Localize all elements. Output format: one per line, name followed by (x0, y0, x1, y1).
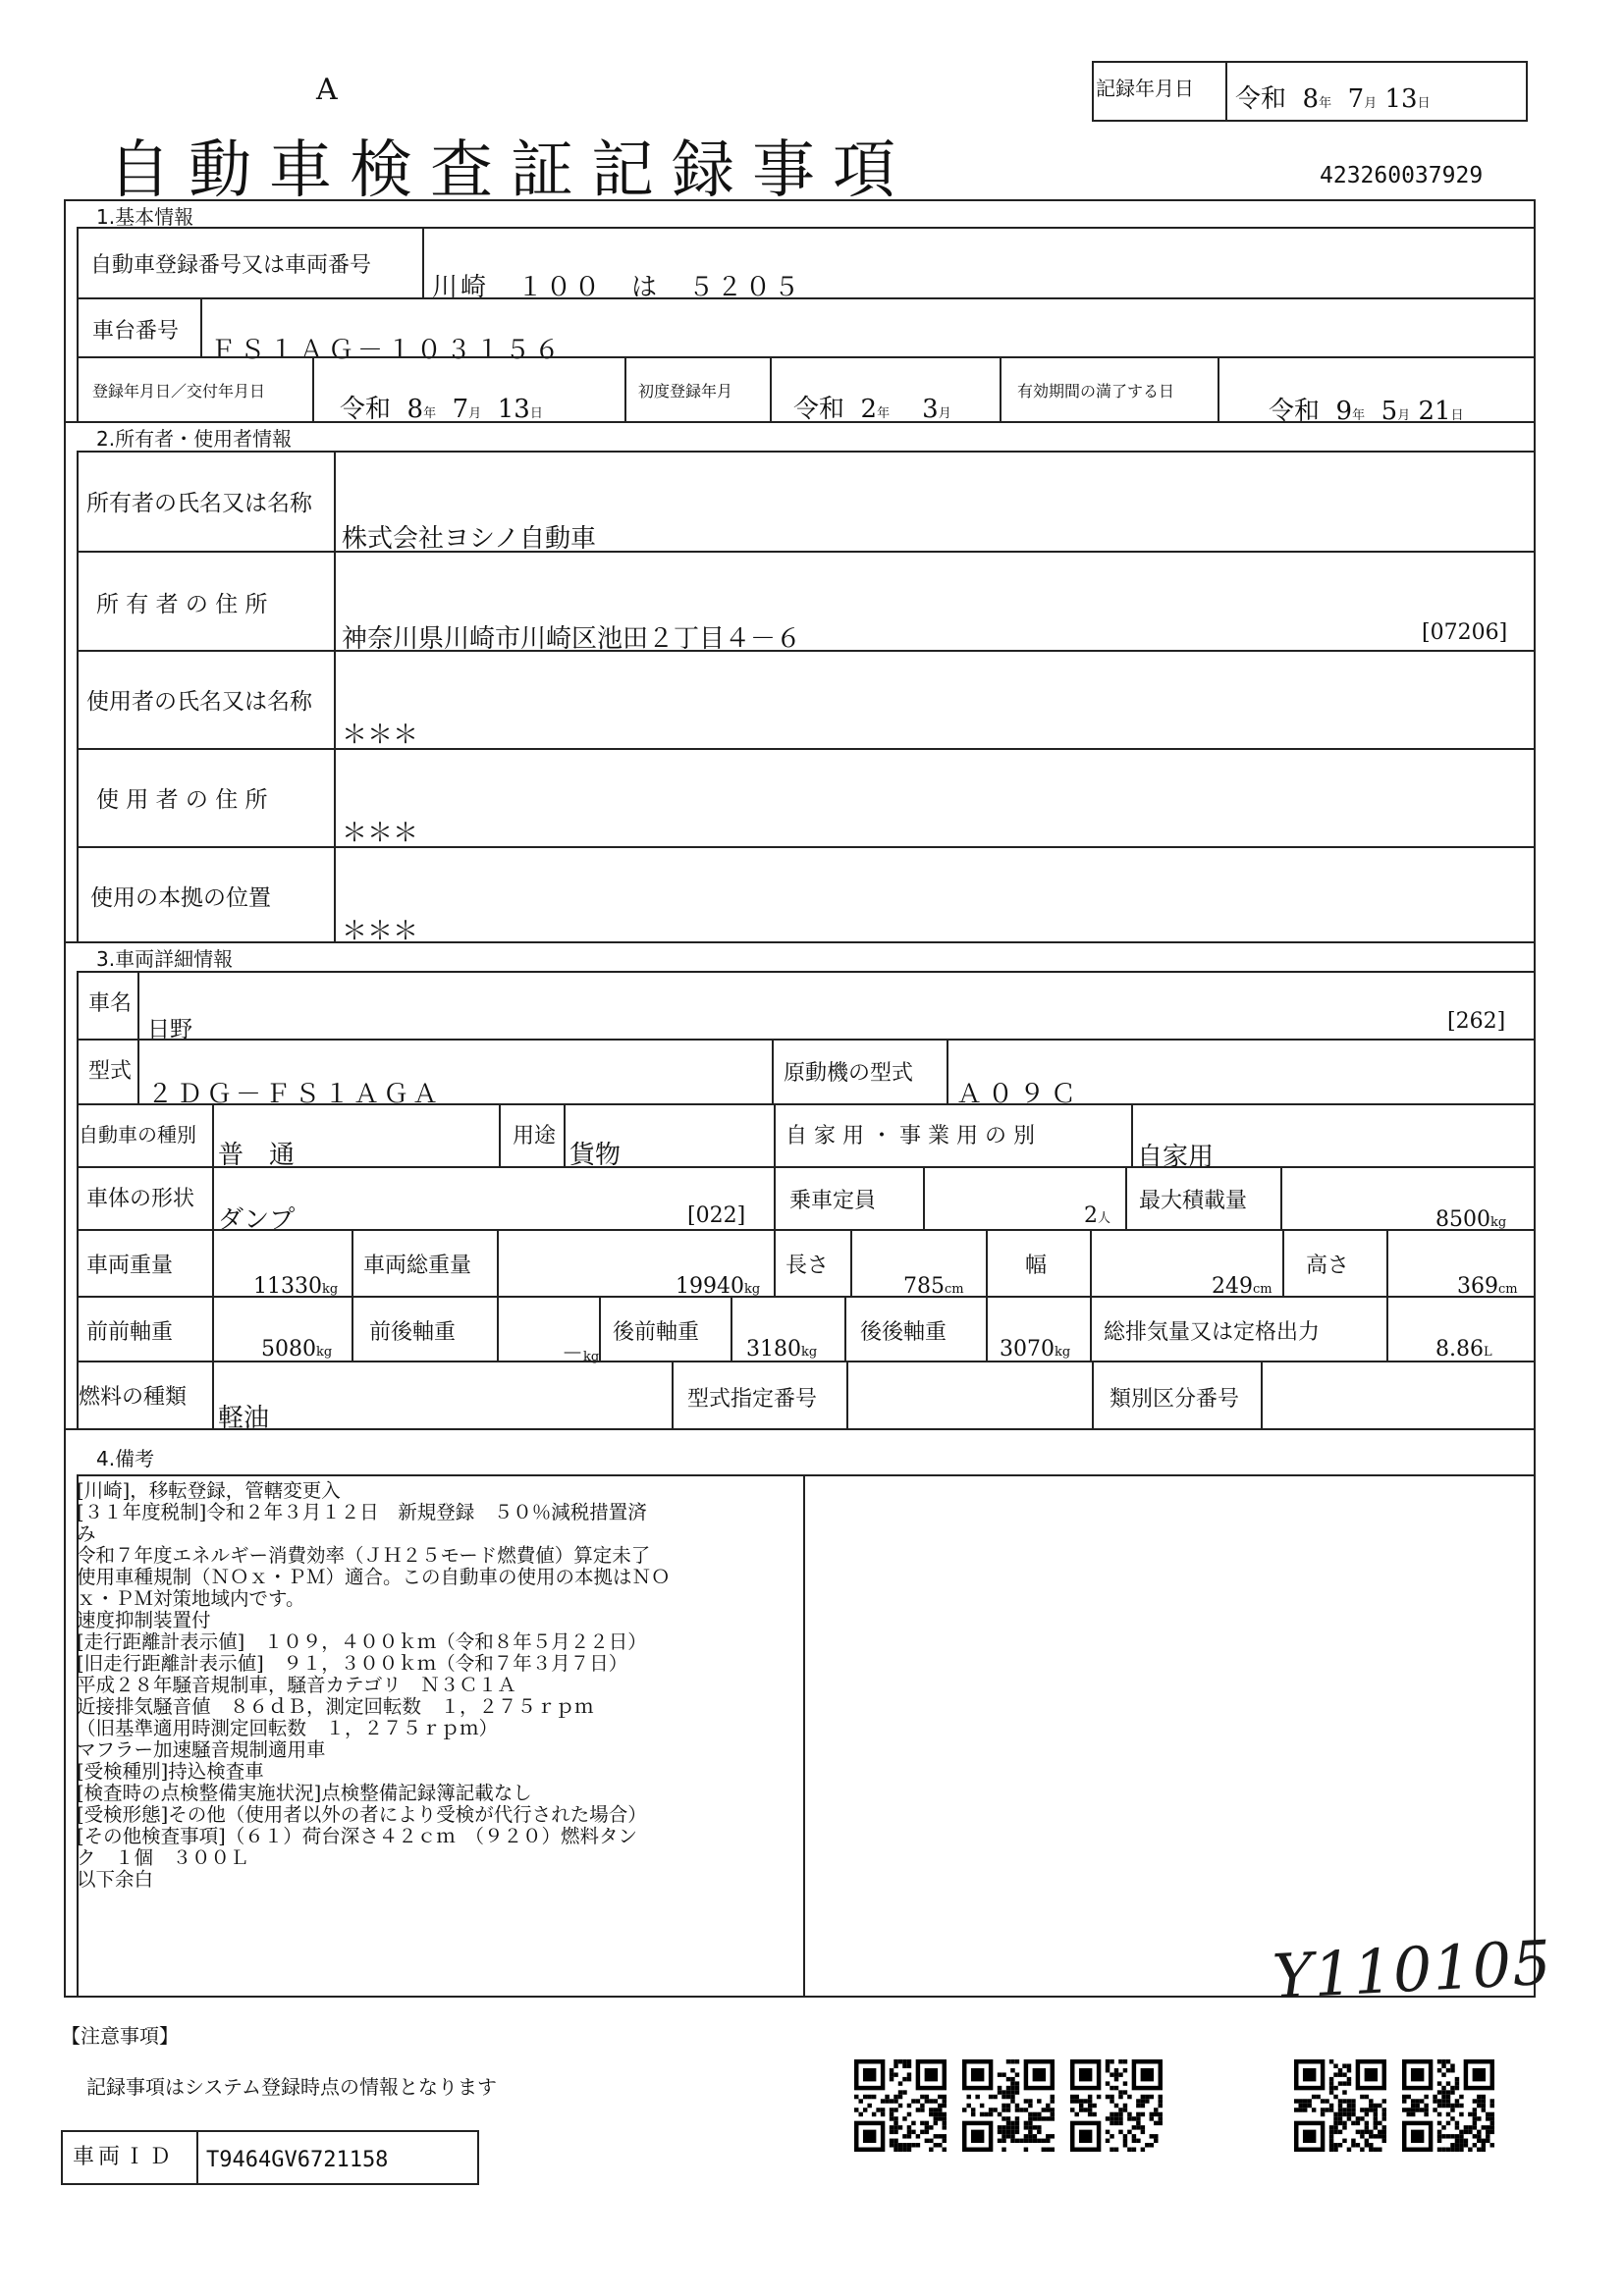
body-shape-value: ダンプ (218, 1205, 296, 1235)
capacity-label: 乗車定員 (789, 1189, 877, 1213)
height-label: 高さ (1306, 1254, 1350, 1278)
owner-address-value: 神奈川県川崎市川崎区池田２丁目４－６ (342, 624, 802, 654)
notes-text: 記録事項はシステム登録時点の情報となります (86, 2075, 497, 2099)
record-date-value: 令和 8年 7月 13日 (1235, 84, 1431, 114)
make-label: 車名 (88, 991, 133, 1016)
displacement-value: 8.86L (1435, 1337, 1492, 1362)
max-load-value: 8500kg (1435, 1207, 1507, 1232)
remarks-line: 平成２８年騒音規制車，騒音カテゴリ Ｎ３Ｃ１Ａ (77, 1674, 516, 1696)
remarks-line: 使用車種規制（ＮＯｘ・ＰＭ）適合。この自動車の使用の本拠はＮＯ (77, 1566, 671, 1588)
qr-code-4 (1294, 2059, 1386, 2152)
remarks-line: 以下余白 (77, 1868, 154, 1891)
remarks-line: [受検形態]その他（使用者以外の者により受検が代行された場合） (77, 1803, 647, 1826)
vehicle-id-label: 車両ＩＤ (73, 2145, 176, 2169)
owner-name-value: 株式会社ヨシノ自動車 (342, 524, 596, 554)
model-value: ２ＤＧ－ＦＳ１ＡＧＡ (147, 1080, 443, 1109)
qr-code-2 (962, 2059, 1055, 2152)
remarks-line: 近接排気騒音値 ８６ｄＢ，測定回転数 １，２７５ｒｐｍ (77, 1695, 594, 1718)
body-shape-label: 車体の形状 (86, 1187, 195, 1211)
remarks-line: 令和７年度エネルギー消費効率（ＪＨ２５モード燃費値）算定未了 (77, 1544, 651, 1567)
page-title: 自動車検査証記録事項 (108, 134, 913, 207)
remarks-text (77, 1480, 803, 1891)
remarks-line: ｘ・ＰＭ対策地域内です。 (77, 1587, 305, 1610)
remarks-line: [検査時の点検整備実施状況]点検整備記録簿記載なし (77, 1782, 532, 1804)
remarks-line: （旧基準適用時測定回転数 １，２７５ｒｐｍ） (77, 1717, 499, 1739)
first-reg-value: 令和 2年 3月 (793, 395, 951, 424)
vehicle-type-label: 自動車の種別 (79, 1123, 196, 1147)
document-number: 423260037929 (1320, 163, 1484, 188)
fuel-type-value: 軽油 (218, 1404, 270, 1433)
qr-code-1 (854, 2059, 947, 2152)
vehicle-weight-label: 車両重量 (86, 1254, 174, 1278)
front-rear-axle-value: －kg (562, 1342, 600, 1366)
front-front-axle-label: 前前軸重 (86, 1320, 174, 1345)
make-code: [262] (1447, 1009, 1506, 1034)
user-address-label: 使 用 者 の 住 所 (96, 787, 268, 813)
body-shape-code: [022] (687, 1203, 746, 1228)
base-location-label: 使用の本拠の位置 (90, 885, 271, 911)
displacement-label: 総排気量又は定格出力 (1104, 1320, 1321, 1345)
reg-number-value: 川崎 １００ は ５２０５ (432, 273, 803, 302)
engine-value: Ａ０９Ｃ (956, 1080, 1083, 1109)
max-load-label: 最大積載量 (1139, 1189, 1248, 1213)
qr-code-5 (1402, 2059, 1494, 2152)
front-rear-axle-label: 前後軸重 (369, 1320, 457, 1345)
width-value: 249cm (1212, 1274, 1272, 1299)
remarks-line: [３１年度税制]令和２年３月１２日 新規登録 ５０％減税措置済 (77, 1501, 647, 1523)
qr-code-3 (1070, 2059, 1163, 2152)
remarks-line: [旧走行距離計表示値] ９１，３００ｋｍ（令和７年３月７日） (77, 1652, 628, 1675)
reg-date-label: 登録年月日／交付年月日 (92, 382, 266, 400)
notes-heading: 【注意事項】 (61, 2024, 179, 2048)
record-date-label: 記録年月日 (1096, 77, 1194, 100)
remarks-line: [受検種別]持込検査車 (77, 1760, 264, 1783)
use-label: 用途 (513, 1124, 557, 1148)
private-business-label: 自 家 用 ・ 事 業 用 の 別 (785, 1124, 1035, 1148)
remarks-line: マフラー加速騒音規制適用車 (77, 1738, 326, 1761)
model-label: 型式 (88, 1059, 133, 1084)
section-vehicle-heading: 3.車両詳細情報 (96, 947, 234, 971)
remarks-line: ク １個 ３００Ｌ (77, 1846, 249, 1869)
owner-name-label: 所有者の氏名又は名称 (86, 491, 312, 516)
rear-rear-axle-value: 3070kg (1000, 1337, 1071, 1362)
owner-address-code: [07206] (1422, 620, 1508, 645)
private-business-value: 自家用 (1137, 1143, 1215, 1172)
height-value: 369cm (1457, 1274, 1518, 1299)
vehicle-weight-value: 11330kg (253, 1274, 339, 1299)
rear-front-axle-label: 後前軸重 (613, 1320, 700, 1345)
remarks-line: [その他検査事項]（６１）荷台深さ４２ｃｍ （９２０）燃料タン (77, 1825, 637, 1847)
first-reg-label: 初度登録年月 (638, 382, 733, 400)
form-letter: A (316, 73, 338, 107)
use-value: 貨物 (569, 1141, 622, 1170)
owner-address-label: 所 有 者 の 住 所 (96, 592, 268, 617)
remarks-line: み (77, 1522, 96, 1545)
chassis-label: 車台番号 (92, 319, 180, 344)
expiry-label: 有効期間の満了する日 (1017, 382, 1175, 400)
reg-date-value: 令和 8年 7月 13日 (340, 395, 543, 424)
handwritten-note: Y110105 (1271, 1926, 1554, 2013)
make-value: 日野 (147, 1017, 192, 1042)
expiry-value: 令和 9年 5月 21日 (1269, 397, 1464, 426)
user-address-value: ＊＊＊ (342, 819, 419, 848)
length-label: 長さ (785, 1254, 830, 1278)
user-name-value: ＊＊＊ (342, 721, 419, 750)
width-label: 幅 (1025, 1254, 1048, 1278)
chassis-value: ＦＳ１ＡＧ－１０３１５６ (210, 336, 565, 365)
gross-weight-label: 車両総重量 (363, 1254, 472, 1278)
capacity-value: 2人 (1084, 1203, 1111, 1228)
vehicle-type-value: 普 通 (218, 1141, 296, 1170)
reg-number-label: 自動車登録番号又は車両番号 (90, 253, 372, 278)
remarks-line: [走行距離計表示値] １０９，４００ｋｍ（令和８年５月２２日） (77, 1630, 647, 1653)
engine-label: 原動機の型式 (784, 1061, 914, 1086)
base-location-value: ＊＊＊ (342, 917, 419, 946)
vehicle-id-value: T9464GV6721158 (206, 2148, 389, 2172)
rear-front-axle-value: 3180kg (746, 1337, 818, 1362)
fuel-type-label: 燃料の種類 (79, 1385, 188, 1410)
section-basic-heading: 1.基本情報 (96, 205, 194, 229)
rear-rear-axle-label: 後後軸重 (860, 1320, 947, 1345)
section-owner-heading: 2.所有者・使用者情報 (96, 427, 293, 451)
user-name-label: 使用者の氏名又は名称 (86, 689, 312, 715)
remarks-line: 速度抑制装置付 (77, 1609, 211, 1631)
gross-weight-value: 19940kg (676, 1274, 761, 1299)
class-number-label: 類別区分番号 (1110, 1387, 1240, 1412)
section-remarks-heading: 4.備考 (96, 1447, 155, 1470)
length-value: 785cm (903, 1274, 964, 1299)
remarks-line: [川崎]，移転登録，管轄変更入 (77, 1479, 341, 1502)
type-designation-label: 型式指定番号 (687, 1387, 818, 1412)
front-front-axle-value: 5080kg (261, 1337, 333, 1362)
